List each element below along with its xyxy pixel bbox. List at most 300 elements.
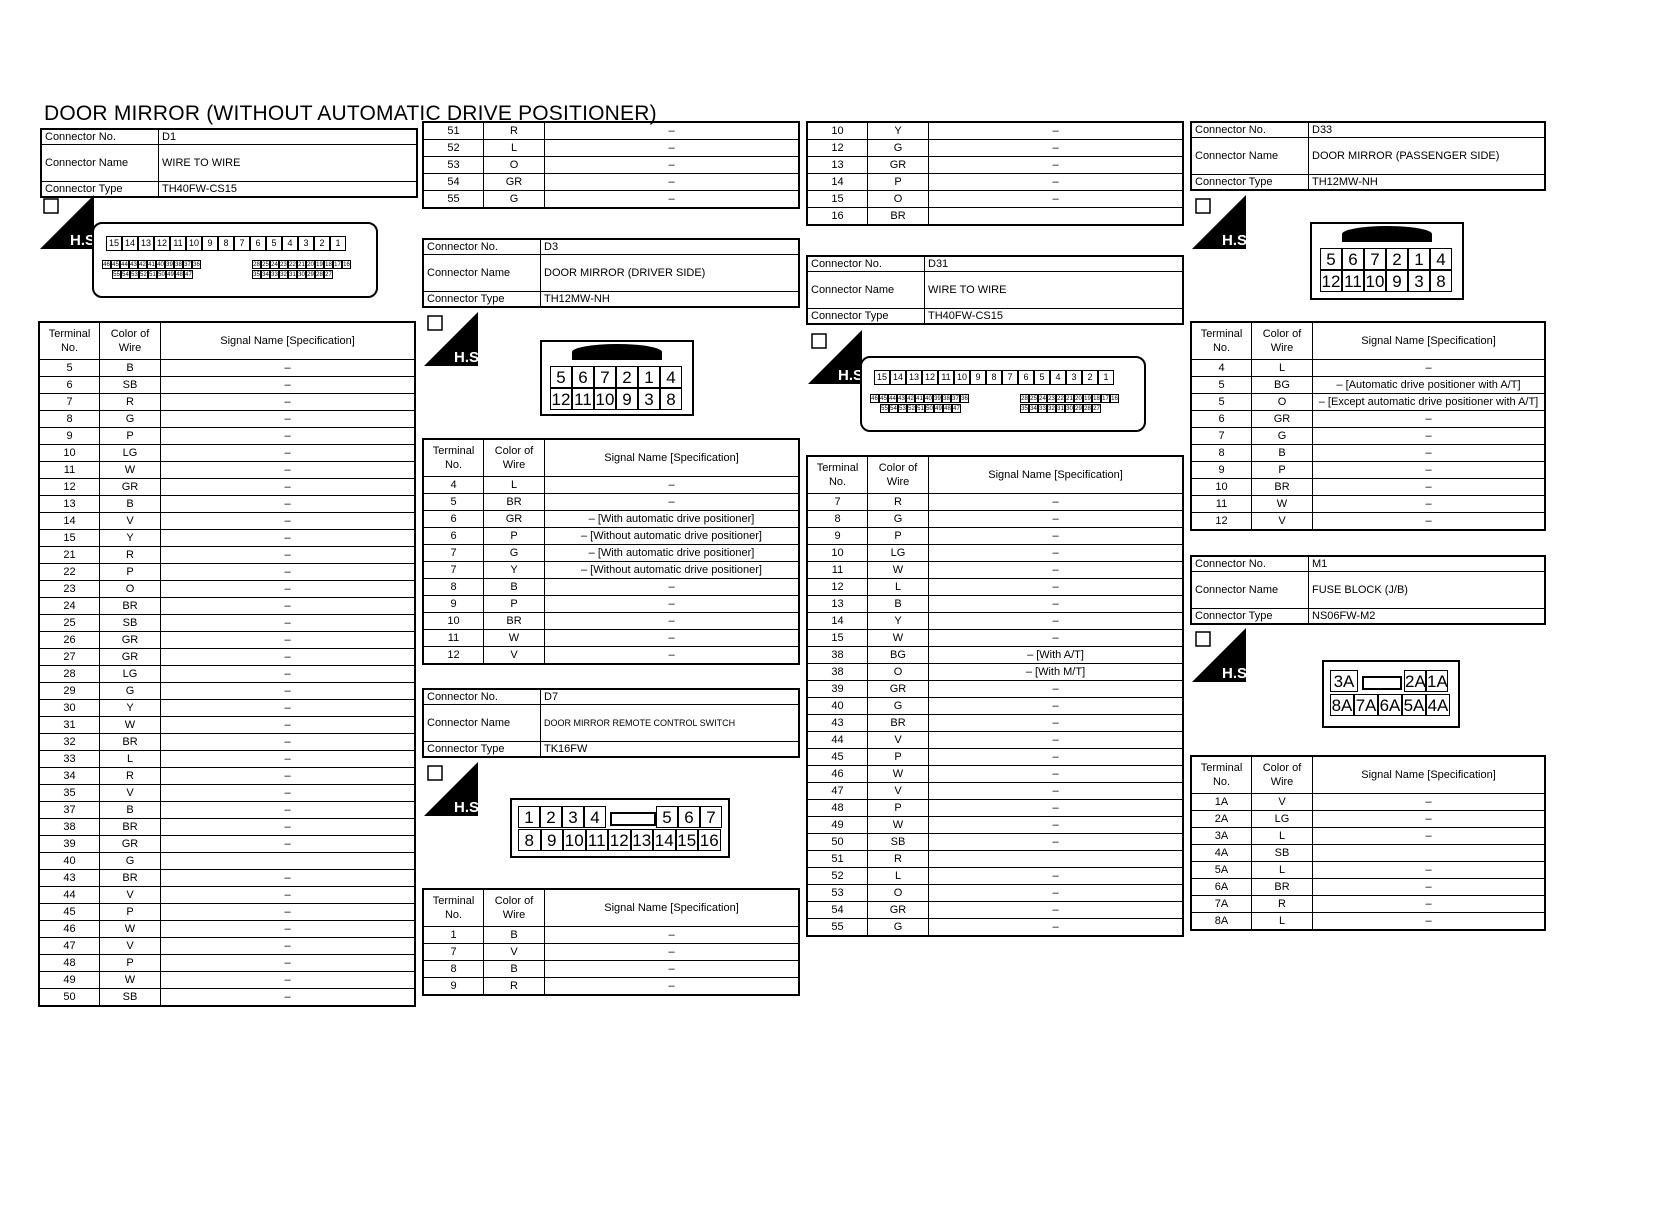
wire-color-cell: GR [100, 632, 161, 649]
terminal-no-cell: 10 [39, 445, 100, 462]
connector-pin: 52 [140, 272, 147, 278]
signal-name-cell: – [929, 562, 1184, 579]
connector-pin: 4A [1427, 696, 1449, 715]
connector-pin: 8 [218, 236, 234, 251]
signal-name-cell: – [161, 428, 416, 445]
connector-pin: 27 [1093, 406, 1100, 412]
terminal-no-cell: 44 [39, 887, 100, 904]
connector-pin: 54 [122, 272, 129, 278]
header-signal-name: Signal Name [Specification] [929, 456, 1184, 494]
table-row [423, 630, 799, 647]
wire-color-cell: P [100, 564, 161, 581]
connector-pin: 5 [1034, 370, 1050, 385]
table-row [1191, 896, 1545, 913]
connector-pin: 38 [175, 262, 182, 268]
connector-pin: 17 [1102, 396, 1109, 402]
table-row [39, 360, 415, 377]
terminal-no-cell: 7 [39, 394, 100, 411]
wire-color-cell: W [868, 817, 929, 834]
terminal-no-cell: 27 [39, 649, 100, 666]
signal-name-cell: – [161, 394, 416, 411]
terminal-no-cell: 4 [423, 477, 484, 494]
signal-name-cell: – [929, 885, 1184, 902]
connector-face-d7 [510, 798, 730, 858]
connector-pin: 54 [890, 406, 897, 412]
terminal-no-cell: 13 [807, 596, 868, 613]
signal-name-cell: – [929, 579, 1184, 596]
connector-pin: 1 [638, 366, 660, 388]
signal-name-cell: – [Without automatic drive positioner] [545, 528, 800, 545]
signal-name-cell: – [161, 564, 416, 581]
terminal-no-cell: 16 [807, 208, 868, 226]
table-row [1191, 845, 1545, 862]
terminal-table-d7 [422, 888, 800, 996]
header-color-of-wire: Color of Wire [1252, 756, 1313, 794]
signal-name-cell: – [161, 649, 416, 666]
wire-color-cell: B [868, 596, 929, 613]
table-row [807, 140, 1183, 157]
connector-pin: 29 [1075, 406, 1082, 412]
signal-name-cell: – [1313, 828, 1546, 845]
header-terminal-no: Terminal No. [807, 456, 868, 494]
table-row [1191, 828, 1545, 845]
label-connector-no: Connector No. [423, 689, 541, 705]
signal-name-cell: – [Automatic drive positioner with A/T] [1313, 377, 1546, 394]
wire-color-cell: O [868, 664, 929, 681]
table-row [39, 938, 415, 955]
signal-name-cell: – [161, 581, 416, 598]
table-row [423, 647, 799, 665]
connector-name-value: DOOR MIRROR (DRIVER SIDE) [541, 255, 800, 292]
header-signal-name: Signal Name [Specification] [161, 322, 416, 360]
connector-info-d1 [40, 128, 418, 198]
wire-color-cell: GR [484, 174, 545, 191]
connector-pin: 55 [881, 406, 888, 412]
wire-color-cell: W [100, 462, 161, 479]
table-row [807, 800, 1183, 817]
signal-name-cell: – [1313, 445, 1546, 462]
terminal-no-cell: 12 [423, 647, 484, 665]
table-row [1191, 377, 1545, 394]
terminal-no-cell: 50 [39, 989, 100, 1007]
table-row [1191, 862, 1545, 879]
connector-pin: 9 [1386, 270, 1408, 292]
terminal-table-d33 [1190, 321, 1546, 531]
connector-pin: 45 [880, 396, 887, 402]
header-terminal-no: Terminal No. [1191, 756, 1252, 794]
header-color-of-wire: Color of Wire [484, 439, 545, 477]
signal-name-cell: – [545, 174, 800, 191]
table-row [423, 174, 799, 191]
terminal-no-cell: 30 [39, 700, 100, 717]
svg-text:H.S.: H.S. [70, 232, 100, 249]
terminal-no-cell: 32 [39, 734, 100, 751]
connector-pin: 12 [1321, 272, 1341, 291]
wire-color-cell: V [868, 732, 929, 749]
svg-text:H.S.: H.S. [1222, 232, 1252, 249]
connector-pin: 46 [871, 396, 878, 402]
terminal-no-cell: 38 [39, 819, 100, 836]
signal-name-cell: – [161, 870, 416, 887]
connector-pin: 6 [1342, 248, 1364, 270]
signal-name-cell: – [929, 868, 1184, 885]
terminal-no-cell: 48 [807, 800, 868, 817]
terminal-no-cell: 10 [423, 613, 484, 630]
wire-color-cell: GR [868, 902, 929, 919]
table-row [807, 868, 1183, 885]
table-row [1191, 394, 1545, 411]
wire-color-cell: W [868, 766, 929, 783]
wire-color-cell: L [484, 477, 545, 494]
connector-pin: 5 [266, 236, 282, 251]
table-row [807, 817, 1183, 834]
connector-pin: 3 [638, 388, 660, 410]
terminal-no-cell: 13 [39, 496, 100, 513]
connector-pin: 38 [943, 396, 950, 402]
connector-pin: 35 [1021, 406, 1028, 412]
connector-pin: 10 [564, 831, 584, 850]
table-row [807, 647, 1183, 664]
wire-color-cell: Y [100, 530, 161, 547]
wire-color-cell: B [484, 961, 545, 978]
wire-color-cell: G [868, 511, 929, 528]
terminal-no-cell: 40 [39, 853, 100, 870]
table-row [807, 885, 1183, 902]
signal-name-cell: – [With automatic drive positioner] [545, 545, 800, 562]
signal-name-cell: – [929, 191, 1184, 208]
connector-pin: 16 [699, 831, 719, 850]
terminal-no-cell: 55 [807, 919, 868, 937]
table-row [807, 698, 1183, 715]
signal-name-cell: – [1313, 513, 1546, 531]
connector-pin: 15 [677, 831, 697, 850]
wire-color-cell: P [100, 428, 161, 445]
connector-pin: 9 [202, 236, 218, 251]
connector-pin: 27 [325, 272, 332, 278]
terminal-no-cell: 34 [39, 768, 100, 785]
connector-pin: 8 [518, 829, 541, 851]
wire-color-cell: LG [100, 666, 161, 683]
connector-pin: 24 [271, 262, 278, 268]
svg-text:H.S.: H.S. [454, 349, 484, 366]
signal-name-cell: – [161, 411, 416, 428]
terminal-no-cell: 38 [807, 664, 868, 681]
signal-name-cell [1313, 845, 1546, 862]
label-connector-name: Connector Name [41, 145, 159, 182]
connector-pin: 30 [298, 272, 305, 278]
wire-color-cell: V [868, 783, 929, 800]
wire-color-cell: BR [100, 870, 161, 887]
connector-pin: 11 [586, 829, 609, 851]
connector-pin: 14 [654, 831, 674, 850]
connector-pin: 32 [1048, 406, 1055, 412]
table-row [423, 477, 799, 494]
wire-color-cell: G [100, 853, 161, 870]
wire-color-cell: V [100, 513, 161, 530]
connector-pin: 43 [130, 262, 137, 268]
terminal-table-d3 [422, 438, 800, 665]
table-row [1191, 360, 1545, 377]
signal-name-cell: – [With M/T] [929, 664, 1184, 681]
table-row [39, 462, 415, 479]
wire-color-cell: V [1252, 513, 1313, 531]
table-row [807, 528, 1183, 545]
connector-pin: 17 [334, 262, 341, 268]
connector-pin: 42 [907, 396, 914, 402]
connector-pin: 15 [874, 370, 890, 385]
signal-name-cell: – [161, 615, 416, 632]
table-row [39, 768, 415, 785]
hs-icon [424, 312, 484, 368]
table-row [423, 157, 799, 174]
table-row [807, 664, 1183, 681]
connector-pin: 51 [149, 272, 156, 278]
terminal-no-cell: 12 [1191, 513, 1252, 531]
table-row [39, 394, 415, 411]
connector-pin: 47 [185, 272, 192, 278]
connector-pin: 4 [282, 236, 298, 251]
wire-color-cell: O [1252, 394, 1313, 411]
connector-pin: 21 [1066, 396, 1073, 402]
signal-name-cell: – [545, 477, 800, 494]
connector-pin: 21 [298, 262, 305, 268]
connector-pin: 53 [899, 406, 906, 412]
hs-icon [808, 330, 868, 386]
table-row [39, 836, 415, 853]
wire-color-cell: V [1252, 794, 1313, 811]
header-color-of-wire: Color of Wire [868, 456, 929, 494]
terminal-no-cell: 12 [39, 479, 100, 496]
table-row [807, 562, 1183, 579]
terminal-no-cell: 26 [39, 632, 100, 649]
connector-pin: 11 [572, 388, 594, 410]
wire-color-cell: R [100, 394, 161, 411]
signal-name-cell: – [545, 630, 800, 647]
signal-name-cell: – [929, 749, 1184, 766]
signal-name-cell: – [161, 445, 416, 462]
connector-d33 [1190, 121, 1546, 191]
wire-color-cell: BR [100, 598, 161, 615]
terminal-no-cell: 15 [807, 630, 868, 647]
terminal-no-cell: 39 [39, 836, 100, 853]
signal-name-cell: – [1313, 862, 1546, 879]
terminal-table-d31 [806, 455, 1184, 937]
wire-color-cell: G [1252, 428, 1313, 445]
signal-name-cell: – [161, 972, 416, 989]
header-signal-name: Signal Name [Specification] [545, 889, 800, 927]
label-connector-type: Connector Type [41, 182, 159, 198]
terminal-no-cell: 15 [39, 530, 100, 547]
signal-name-cell: – [545, 122, 800, 140]
connector-pin: 4 [1430, 248, 1452, 270]
connector-pin: 18 [1093, 396, 1100, 402]
table-row [1191, 445, 1545, 462]
wire-color-cell: W [868, 630, 929, 647]
signal-name-cell: – [161, 717, 416, 734]
signal-name-cell: – [161, 530, 416, 547]
signal-name-cell: – [161, 921, 416, 938]
table-row [1191, 811, 1545, 828]
connector-pin: 12 [922, 370, 938, 385]
terminal-no-cell: 53 [807, 885, 868, 902]
wire-color-cell: SB [100, 615, 161, 632]
terminal-no-cell: 44 [807, 732, 868, 749]
label-connector-name: Connector Name [423, 705, 541, 742]
label-connector-name: Connector Name [423, 255, 541, 292]
connector-pin: 32 [280, 272, 287, 278]
connector-pin: 34 [262, 272, 269, 278]
connector-pin: 44 [889, 396, 896, 402]
table-row [1191, 479, 1545, 496]
connector-pin: 15 [106, 236, 122, 251]
connector-pin: 10 [954, 370, 970, 385]
connector-pin: 9 [616, 388, 638, 410]
wire-color-cell: BR [484, 613, 545, 630]
table-row [807, 630, 1183, 647]
terminal-no-cell: 5 [1191, 377, 1252, 394]
wire-color-cell: Y [868, 613, 929, 630]
terminal-no-cell: 52 [807, 868, 868, 885]
table-row [39, 530, 415, 547]
table-row [423, 944, 799, 961]
connector-pin: 36 [961, 396, 968, 402]
connector-no-value: M1 [1309, 556, 1546, 572]
signal-name-cell: – [161, 547, 416, 564]
signal-name-cell: – [161, 462, 416, 479]
connector-pin: 13 [632, 831, 652, 850]
table-row [39, 700, 415, 717]
wire-color-cell: LG [868, 545, 929, 562]
wire-color-cell: SB [100, 989, 161, 1007]
signal-name-cell: – [Without automatic drive positioner] [545, 562, 800, 579]
terminal-no-cell: 50 [807, 834, 868, 851]
connector-pin: 29 [307, 272, 314, 278]
table-row [39, 751, 415, 768]
signal-name-cell: – [161, 938, 416, 955]
wire-color-cell: GR [868, 681, 929, 698]
header-terminal-no: Terminal No. [39, 322, 100, 360]
signal-name-cell [161, 853, 416, 870]
wire-color-cell: R [484, 122, 545, 140]
wire-color-cell: W [100, 972, 161, 989]
signal-name-cell: – [545, 579, 800, 596]
wire-color-cell: V [484, 647, 545, 665]
signal-name-cell: – [1313, 411, 1546, 428]
table-row [423, 613, 799, 630]
table-row [423, 961, 799, 978]
terminal-no-cell: 11 [423, 630, 484, 647]
connector-pin: 41 [916, 396, 923, 402]
wire-color-cell: G [100, 683, 161, 700]
connector-pin: 39 [934, 396, 941, 402]
signal-name-cell: – [929, 528, 1184, 545]
signal-name-cell: – [161, 802, 416, 819]
connector-pin: 14 [122, 236, 138, 251]
terminal-no-cell: 5 [1191, 394, 1252, 411]
table-row [807, 511, 1183, 528]
connector-no-value: D7 [541, 689, 800, 705]
wire-color-cell: SB [1252, 845, 1313, 862]
connector-face-d31 [860, 356, 1146, 432]
connector-pin: 44 [121, 262, 128, 268]
table-row [423, 978, 799, 996]
signal-name-cell: – [1313, 428, 1546, 445]
signal-name-cell: – [929, 919, 1184, 937]
terminal-no-cell: 21 [39, 547, 100, 564]
connector-pin: 8 [660, 388, 682, 410]
label-connector-type: Connector Type [423, 742, 541, 758]
signal-name-cell: – [929, 800, 1184, 817]
table-row [39, 479, 415, 496]
terminal-no-cell: 25 [39, 615, 100, 632]
connector-pin: 49 [935, 406, 942, 412]
terminal-no-cell: 51 [423, 122, 484, 140]
connector-pin: 22 [289, 262, 296, 268]
wire-color-cell: W [100, 717, 161, 734]
label-connector-type: Connector Type [1191, 175, 1309, 191]
signal-name-cell: – [161, 819, 416, 836]
terminal-no-cell: 53 [423, 157, 484, 174]
signal-name-cell: – [929, 732, 1184, 749]
wire-color-cell: P [484, 596, 545, 613]
table-row [807, 191, 1183, 208]
wire-color-cell: B [100, 802, 161, 819]
terminal-no-cell: 7 [423, 944, 484, 961]
svg-text:H.S.: H.S. [1222, 665, 1252, 682]
wire-color-cell: G [484, 191, 545, 209]
connector-pin: 3A [1330, 670, 1358, 692]
label-connector-no: Connector No. [41, 129, 159, 145]
connector-pin: 11 [170, 236, 186, 251]
signal-name-cell: – [1313, 360, 1546, 377]
connector-d31 [806, 255, 1184, 325]
table-row [807, 834, 1183, 851]
wire-color-cell: BR [1252, 479, 1313, 496]
signal-name-cell: – [929, 681, 1184, 698]
wire-color-cell: BG [868, 647, 929, 664]
terminal-no-cell: 28 [39, 666, 100, 683]
signal-name-cell: – [1313, 811, 1546, 828]
connector-pin: 55 [113, 272, 120, 278]
wire-color-cell: R [868, 494, 929, 511]
header-color-of-wire: Color of Wire [1252, 322, 1313, 360]
terminal-no-cell: 10 [1191, 479, 1252, 496]
terminal-no-cell: 14 [39, 513, 100, 530]
wire-color-cell: V [484, 944, 545, 961]
header-signal-name: Signal Name [Specification] [545, 439, 800, 477]
signal-name-cell: – [545, 140, 800, 157]
connector-pin: 50 [158, 272, 165, 278]
svg-text:H.S.: H.S. [838, 367, 868, 384]
connector-pin: 4 [584, 806, 606, 828]
signal-name-cell: – [161, 377, 416, 394]
connector-pin: 23 [1048, 396, 1055, 402]
signal-name-cell: – [161, 683, 416, 700]
wire-color-cell: V [100, 938, 161, 955]
wire-color-cell: P [868, 528, 929, 545]
connector-pin: 6A [1379, 696, 1401, 715]
signal-name-cell: – [545, 191, 800, 209]
connector-pin: 52 [908, 406, 915, 412]
terminal-no-cell: 38 [807, 647, 868, 664]
connector-pin: 8A [1331, 696, 1353, 715]
terminal-no-cell: 13 [807, 157, 868, 174]
connector-pin: 31 [289, 272, 296, 278]
terminal-no-cell: 48 [39, 955, 100, 972]
table-row [39, 955, 415, 972]
signal-name-cell: – [929, 494, 1184, 511]
wire-color-cell: W [100, 921, 161, 938]
